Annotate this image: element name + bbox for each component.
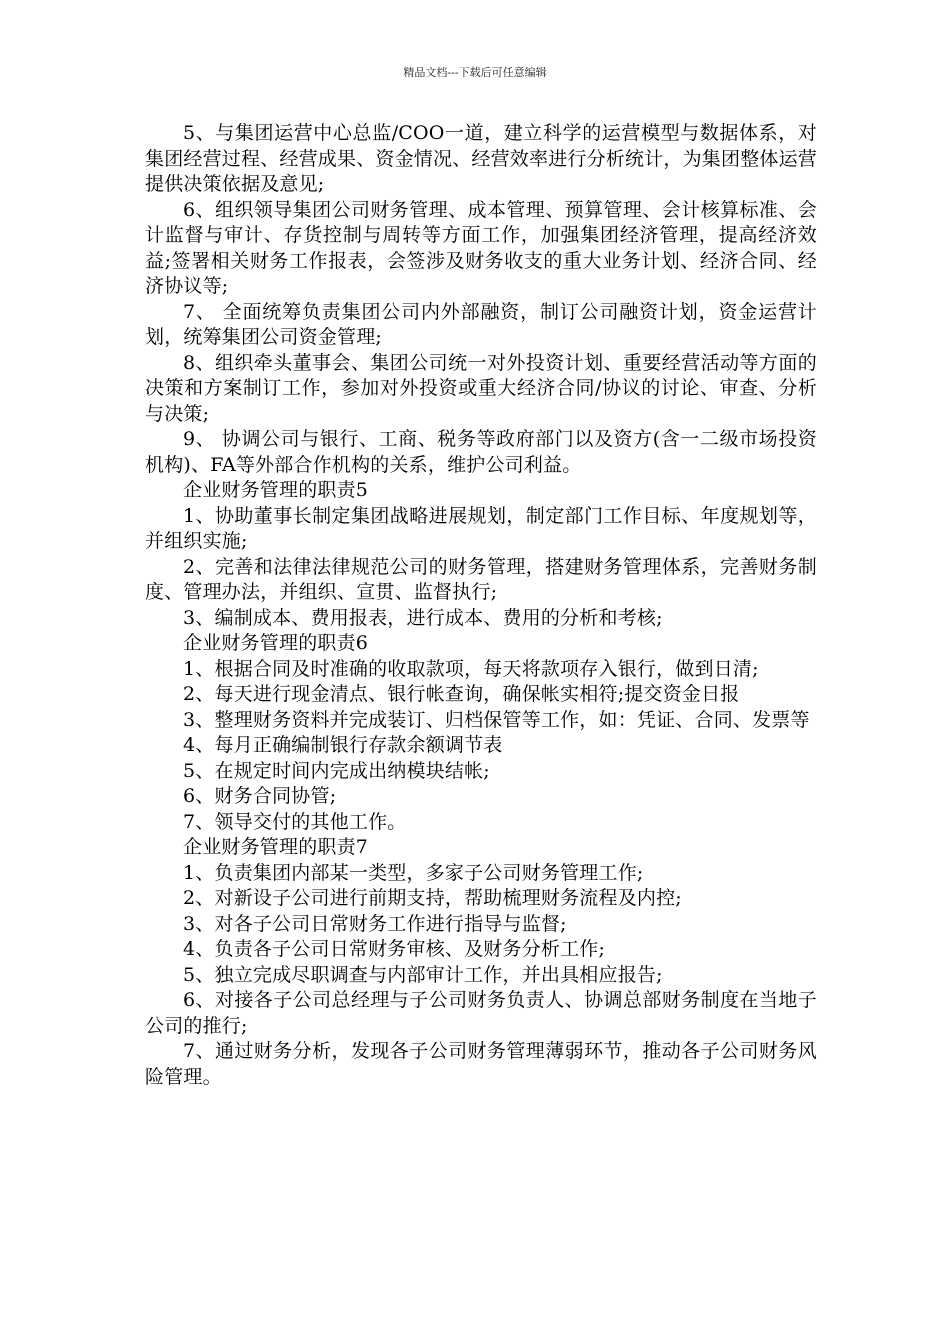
- section-heading: 企业财务管理的职责6: [183, 632, 369, 654]
- paragraph: 2、每天进行现金清点、银行帐查询，确保帐实相符;提交资金日报: [183, 683, 740, 705]
- paragraph: 2、对新设子公司进行前期支持，帮助梳理财务流程及内控;: [183, 887, 682, 909]
- paragraph: 7、领导交付的其他工作。: [183, 810, 407, 833]
- section-heading: 企业财务管理的职责5: [183, 479, 369, 501]
- paragraph: 7、通过财务分析，发现各子公司财务管理薄弱环节，推动各子公司财务风险管理。: [145, 1040, 817, 1088]
- paragraph: 9、 协调公司与银行、工商、税务等政府部门以及资方(含一二级市场投资机构)、FA等外部合作机构的关系，维护公司利益。: [145, 428, 817, 476]
- page-header: 精品文档---下载后可任意编辑: [403, 66, 547, 79]
- paragraph: 2、完善和法律法律规范公司的财务管理，搭建财务管理体系，完善财务制度、管理办法，并组织、宣贯、监督执行;: [145, 555, 817, 603]
- paragraph: 4、负责各子公司日常财务审核、及财务分析工作;: [183, 938, 606, 960]
- paragraph: 5、独立完成尽职调查与内部审计工作，并出具相应报告;: [183, 963, 663, 986]
- paragraph: 3、编制成本、费用报表，进行成本、费用的分析和考核;: [183, 606, 663, 629]
- paragraph: 3、整理财务资料并完成装订、归档保管等工作，如：凭证、合同、发票等: [183, 708, 810, 731]
- paragraph: 4、每月正确编制银行存款余额调节表: [183, 734, 503, 756]
- paragraph: 1、负责集团内部某一类型，多家子公司财务管理工作;: [183, 861, 644, 884]
- document-body: [145, 121, 817, 1090]
- paragraph: 5、在规定时间内完成出纳模块结帐;: [183, 759, 490, 782]
- paragraph: 6、组织领导集团公司财务管理、成本管理、预算管理、会计核算标准、会计监督与审计、存货控制与周转等方面工作，加强集团经济管理，提高经济效益;签署相关财务工作报表，会签涉及财务收支的重大业务计划、经济合同、经济协议等;: [145, 198, 817, 297]
- paragraph: 6、对接各子公司总经理与子公司财务负责人、协调总部财务制度在当地子公司的推行;: [145, 989, 817, 1037]
- paragraph: 3、对各子公司日常财务工作进行指导与监督;: [183, 912, 567, 935]
- paragraph: 5、与集团运营中心总监/COO一道，建立科学的运营模型与数据体系，对集团经营过程、经营成果、资金情况、经营效率进行分析统计，为集团整体运营提供决策依据及意见;: [145, 122, 818, 195]
- paragraph: 7、 全面统筹负责集团公司内外部融资，制订公司融资计划，资金运营计划，统筹集团公司资金管理;: [145, 300, 817, 348]
- paragraph: 8、组织牵头董事会、集团公司统一对外投资计划、重要经营活动等方面的决策和方案制订工作，参加对外投资或重大经济合同/协议的讨论、审查、分析与决策;: [145, 351, 817, 425]
- paragraph: 6、财务合同协管;: [183, 785, 337, 807]
- paragraph: 1、根据合同及时准确的收取款项，每天将款项存入银行，做到日清;: [183, 657, 759, 680]
- paragraph: 1、协助董事长制定集团战略进展规划，制定部门工作目标、年度规划等，并组织实施;: [145, 504, 817, 552]
- section-heading: 企业财务管理的职责7: [183, 836, 369, 858]
